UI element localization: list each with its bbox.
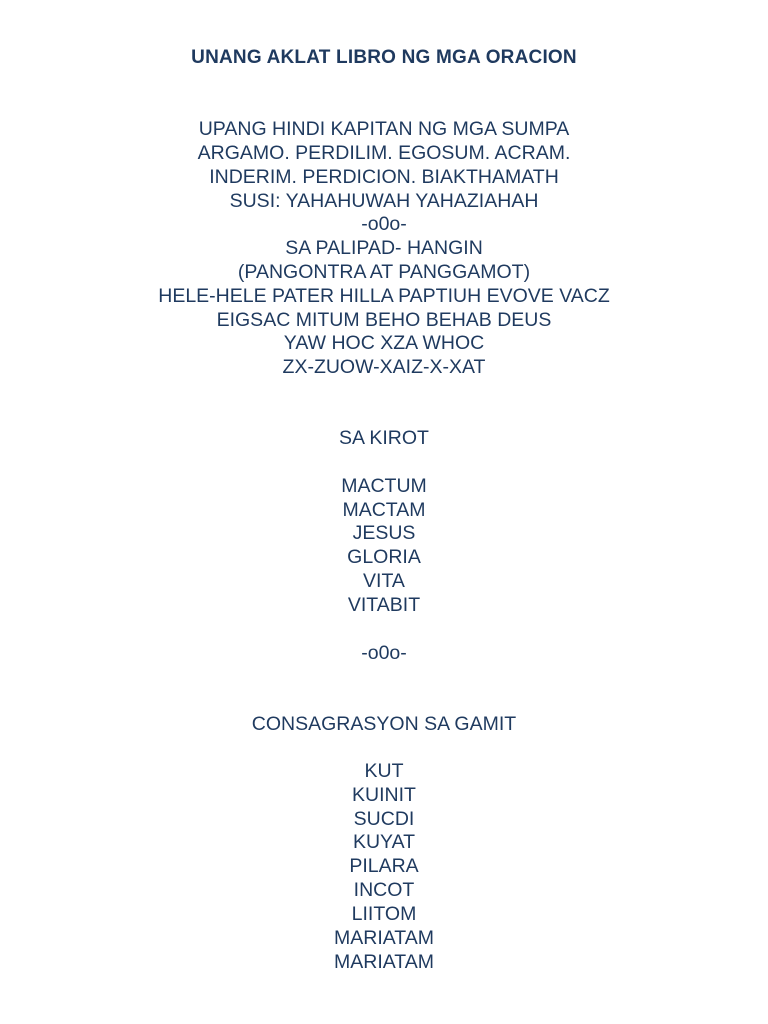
prayer-line: SUSI: YAHAHUWAH YAHAZIAHAH [229, 190, 539, 212]
prayer-line: KUYAT [352, 831, 416, 853]
prayer-line: HELE-HELE PATER HILLA PAPTIUH EVOVE VACZ [158, 285, 610, 307]
section-separator: -o0o- [361, 642, 407, 664]
prayer-line: LIITOM [351, 903, 417, 925]
prayer-line: (PANGONTRA AT PANGGAMOT) [237, 261, 531, 283]
prayer-line: PILARA [349, 855, 419, 877]
section-heading: SA KIROT [339, 427, 429, 449]
prayer-line: JESUS [352, 522, 416, 544]
prayer-line: SA PALIPAD- HANGIN [285, 237, 483, 259]
prayer-line: INCOT [353, 879, 415, 901]
prayer-line: MACTUM [341, 475, 427, 497]
prayer-line: SUCDI [353, 808, 415, 830]
prayer-line: VITA [363, 570, 405, 592]
prayer-line: UPANG HINDI KAPITAN NG MGA SUMPA [198, 118, 570, 140]
prayer-line: KUINIT [352, 784, 416, 806]
prayer-line: YAW HOC XZA WHOC [283, 332, 485, 354]
prayer-line: EIGSAC MITUM BEHO BEHAB DEUS [216, 309, 552, 331]
prayer-line: ZX-ZUOW-XAIZ-X-XAT [282, 356, 486, 378]
prayer-line: MARIATAM [333, 927, 435, 949]
section-separator: -o0o- [361, 213, 407, 235]
document-title: UNANG AKLAT LIBRO NG MGA ORACION [191, 47, 577, 68]
prayer-line: ARGAMO. PERDILIM. EGOSUM. ACRAM. [197, 142, 571, 164]
section-heading: CONSAGRASYON SA GAMIT [251, 713, 517, 735]
prayer-line: VITABIT [347, 594, 421, 616]
prayer-line: MACTAM [342, 499, 426, 521]
prayer-line: MARIATAM [333, 951, 435, 973]
prayer-line: INDERIM. PERDICION. BIAKTHAMATH [209, 166, 559, 188]
prayer-line: GLORIA [347, 546, 421, 568]
prayer-line: KUT [364, 760, 404, 782]
